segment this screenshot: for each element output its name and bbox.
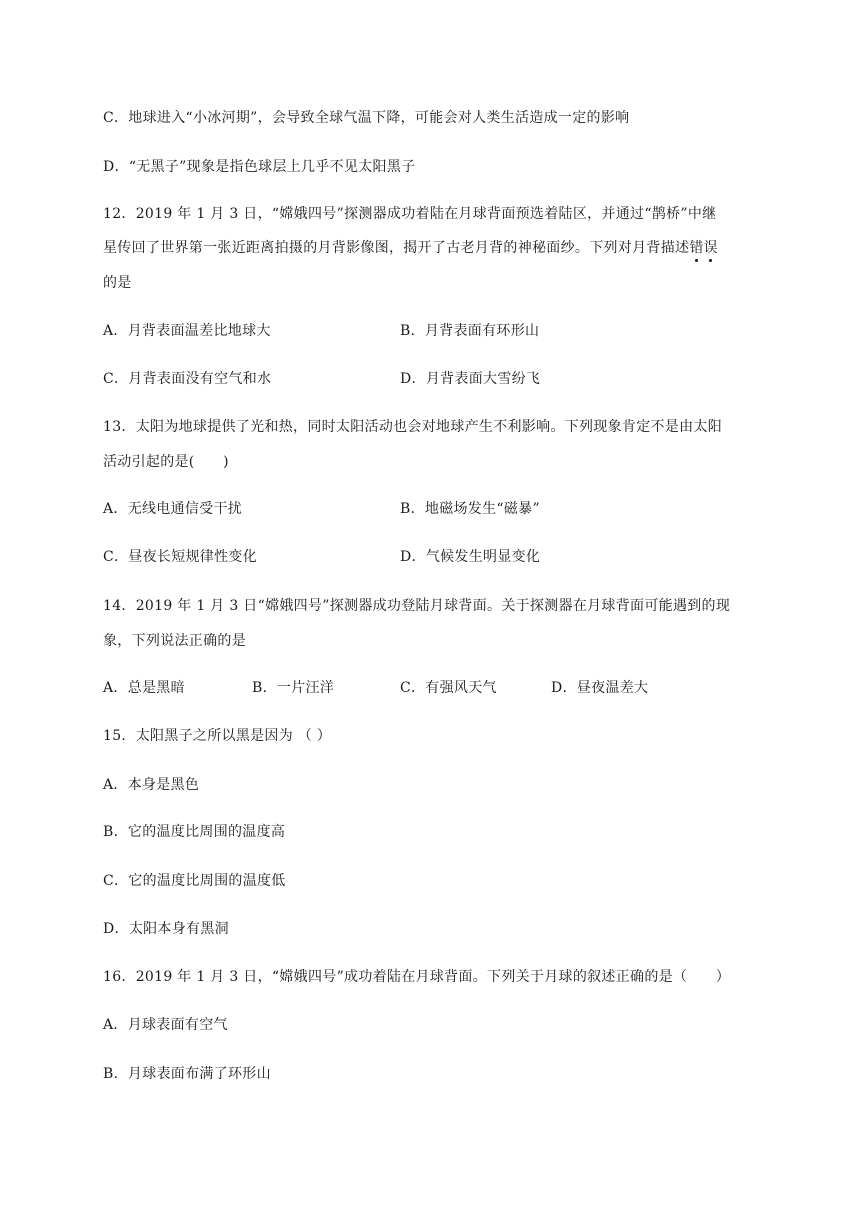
q12-stem-line3: 的是 <box>103 275 132 291</box>
q13-stem-line1: 13．太阳为地球提供了光和热，同时太阳活动也会对地球产生不利影响。下列现象肯定不是由太阳 <box>103 419 723 435</box>
q12-emphasis-char-1: 错 <box>689 240 704 256</box>
q15-option-d: D．太阳本身有黑洞 <box>103 921 229 937</box>
q12-stem-line2 <box>103 239 718 257</box>
q16-option-b: B．月球表面布满了环形山 <box>103 1066 271 1082</box>
q12-option-b: B．月背表面有环形山 <box>400 323 540 339</box>
q11-option-c: C．地球进入“小冰河期”，会导致全球气温下降，可能会对人类生活造成一定的影响 <box>103 110 630 126</box>
q15-option-b: B．它的温度比周围的温度高 <box>103 824 286 840</box>
q14-option-b: B．一片汪洋 <box>252 680 335 696</box>
q12-stem-line2-text: 星传回了世界第一张近距离拍摄的月背影像图，揭开了古老月背的神秘面纱。下列对月背描述 <box>103 240 690 256</box>
q12-stem-line1: 12．2019 年 1 月 3 日，“嫦娥四号”探测器成功着陆在月球背面预选着陆区，并通过“鹊桥”中继 <box>103 206 717 222</box>
q15-option-a: A．本身是黑色 <box>103 777 200 793</box>
q12-option-c: C．月背表面没有空气和水 <box>103 371 272 387</box>
q14-stem-line1: 14．2019 年 1 月 3 日“嫦娥四号”探测器成功登陆月球背面。关于探测器在月球背面可能遇到的现 <box>103 598 731 614</box>
q14-stem-line2: 象，下列说法正确的是 <box>103 633 246 649</box>
q13-option-b: B．地磁场发生“磁暴” <box>400 501 540 517</box>
q15-stem-line1: 15．太阳黑子之所以黑是因为 （ ） <box>103 728 332 744</box>
q13-option-a: A．无线电通信受干扰 <box>103 501 243 517</box>
q12-emphasis-char-2: 误 <box>703 240 718 256</box>
q14-option-c: C．有强风天气 <box>400 680 497 696</box>
q16-stem-line1: 16．2019 年 1 月 3 日，“嫦娥四号”成功着陆在月球背面。下列关于月球的叙述正确的是（ ） <box>103 969 731 985</box>
q16-option-a: A．月球表面有空气 <box>103 1017 228 1033</box>
q13-option-d: D．气候发生明显变化 <box>400 549 541 565</box>
q13-option-c: C．昼夜长短规律性变化 <box>103 549 258 565</box>
q12-option-d: D．月背表面大雪纷飞 <box>400 371 541 387</box>
q12-option-a: A．月背表面温差比地球大 <box>103 323 271 339</box>
q15-option-c: C．它的温度比周围的温度低 <box>103 873 286 889</box>
q11-option-d: D．“无黑子”现象是指色球层上几乎不见太阳黑子 <box>103 159 416 175</box>
q14-option-a: A．总是黑暗 <box>103 680 185 696</box>
q14-option-d: D．昼夜温差大 <box>551 680 649 696</box>
q13-stem-line2: 活动引起的是( ) <box>103 454 229 470</box>
